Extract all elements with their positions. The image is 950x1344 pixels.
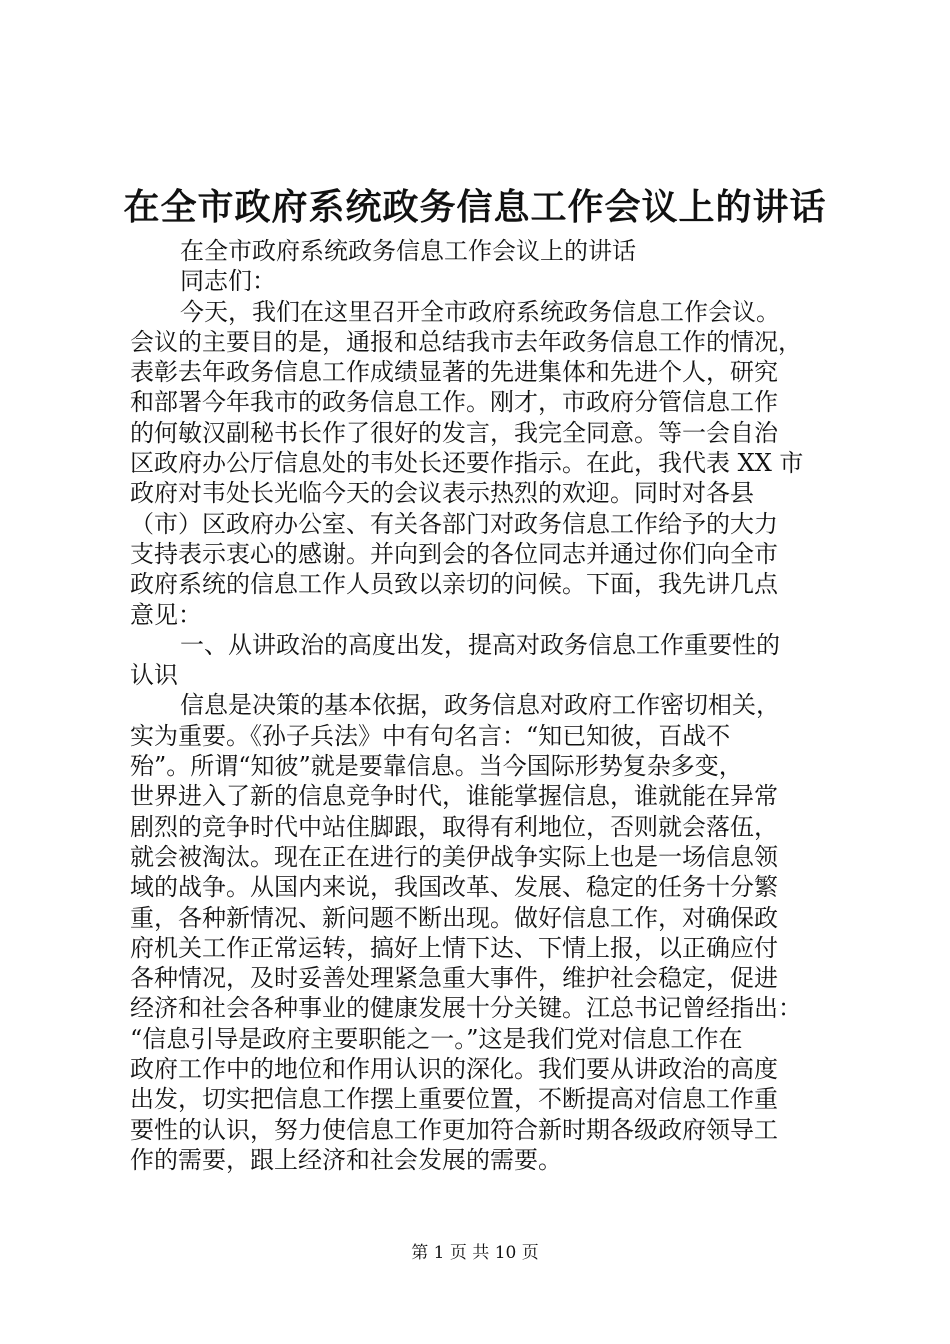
body-line: 区政府办公厅信息处的韦处长还要作指示。在此，我代表 XX 市 bbox=[130, 449, 804, 478]
document-body bbox=[130, 236, 830, 1175]
body-line: 政府系统的信息工作人员致以亲切的问候。下面，我先讲几点 bbox=[130, 570, 778, 599]
body-line: 殆”。所谓“知彼”就是要靠信息。当今国际形势复杂多变， bbox=[130, 752, 743, 781]
body-line: 意见： bbox=[130, 600, 202, 629]
body-line: 会议的主要目的是，通报和总结我市去年政务信息工作的情况， bbox=[130, 327, 802, 356]
body-line: 作的需要，跟上经济和社会发展的需要。 bbox=[130, 1145, 562, 1174]
body-line: 表彰去年政务信息工作成绩显著的先进集体和先进个人，研究 bbox=[130, 358, 778, 387]
section-heading: 一、从讲政治的高度出发，提高对政务信息工作重要性的 bbox=[180, 630, 780, 659]
body-line: （市）区政府办公室、有关各部门对政务信息工作给予的大力 bbox=[130, 509, 778, 538]
body-line: “信息引导是政府主要职能之一。”这是我们党对信息工作在 bbox=[130, 1024, 743, 1053]
body-line: 同志们： bbox=[180, 267, 276, 296]
body-line: 政府对韦处长光临今天的会议表示热烈的欢迎。同时对各县 bbox=[130, 479, 754, 508]
body-line: 各种情况，及时妥善处理紧急重大事件，维护社会稳定，促进 bbox=[130, 964, 778, 993]
body-line: 府机关工作正常运转，搞好上情下达、下情上报，以正确应付 bbox=[130, 933, 778, 962]
body-line: 信息是决策的基本依据，政务信息对政府工作密切相关， bbox=[180, 691, 780, 720]
body-line: 要性的认识，努力使信息工作更加符合新时期各级政府领导工 bbox=[130, 1115, 778, 1144]
body-line: 世界进入了新的信息竞争时代，谁能掌握信息，谁就能在异常 bbox=[130, 782, 778, 811]
body-line: 今天，我们在这里召开全市政府系统政务信息工作会议。 bbox=[180, 297, 780, 326]
body-line: 实为重要。《孙子兵法》中有句名言：“知已知彼，百战不 bbox=[130, 721, 731, 750]
body-line: 支持表示衷心的感谢。并向到会的各位同志并通过你们向全市 bbox=[130, 539, 778, 568]
body-line: 域的战争。从国内来说，我国改革、发展、稳定的任务十分繁 bbox=[130, 873, 778, 902]
document-title: 在全市政府系统政务信息工作会议上的讲话 bbox=[123, 186, 827, 228]
body-line: 重，各种新情况、新问题不断出现。做好信息工作，对确保政 bbox=[130, 903, 778, 932]
body-line: 在全市政府系统政务信息工作会议上的讲话 bbox=[180, 237, 636, 265]
section-heading-continued: 认识 bbox=[130, 661, 178, 690]
body-line: 政府工作中的地位和作用认识的深化。我们要从讲政治的高度 bbox=[130, 1055, 778, 1084]
page-number-footer: 第 1 页 共 10 页 bbox=[411, 1243, 539, 1263]
body-line: 剧烈的竞争时代中站住脚跟，取得有利地位，否则就会落伍， bbox=[130, 812, 778, 841]
body-line: 经济和社会各种事业的健康发展十分关键。江总书记曾经指出： bbox=[130, 994, 802, 1023]
body-line: 和部署今年我市的政务信息工作。刚才，市政府分管信息工作 bbox=[130, 388, 778, 417]
body-line: 的何敏汉副秘书长作了很好的发言，我完全同意。等一会自治 bbox=[130, 418, 778, 447]
body-line: 就会被淘汰。现在正在进行的美伊战争实际上也是一场信息领 bbox=[130, 842, 778, 871]
body-line: 出发，切实把信息工作摆上重要位置，不断提高对信息工作重 bbox=[130, 1085, 778, 1114]
